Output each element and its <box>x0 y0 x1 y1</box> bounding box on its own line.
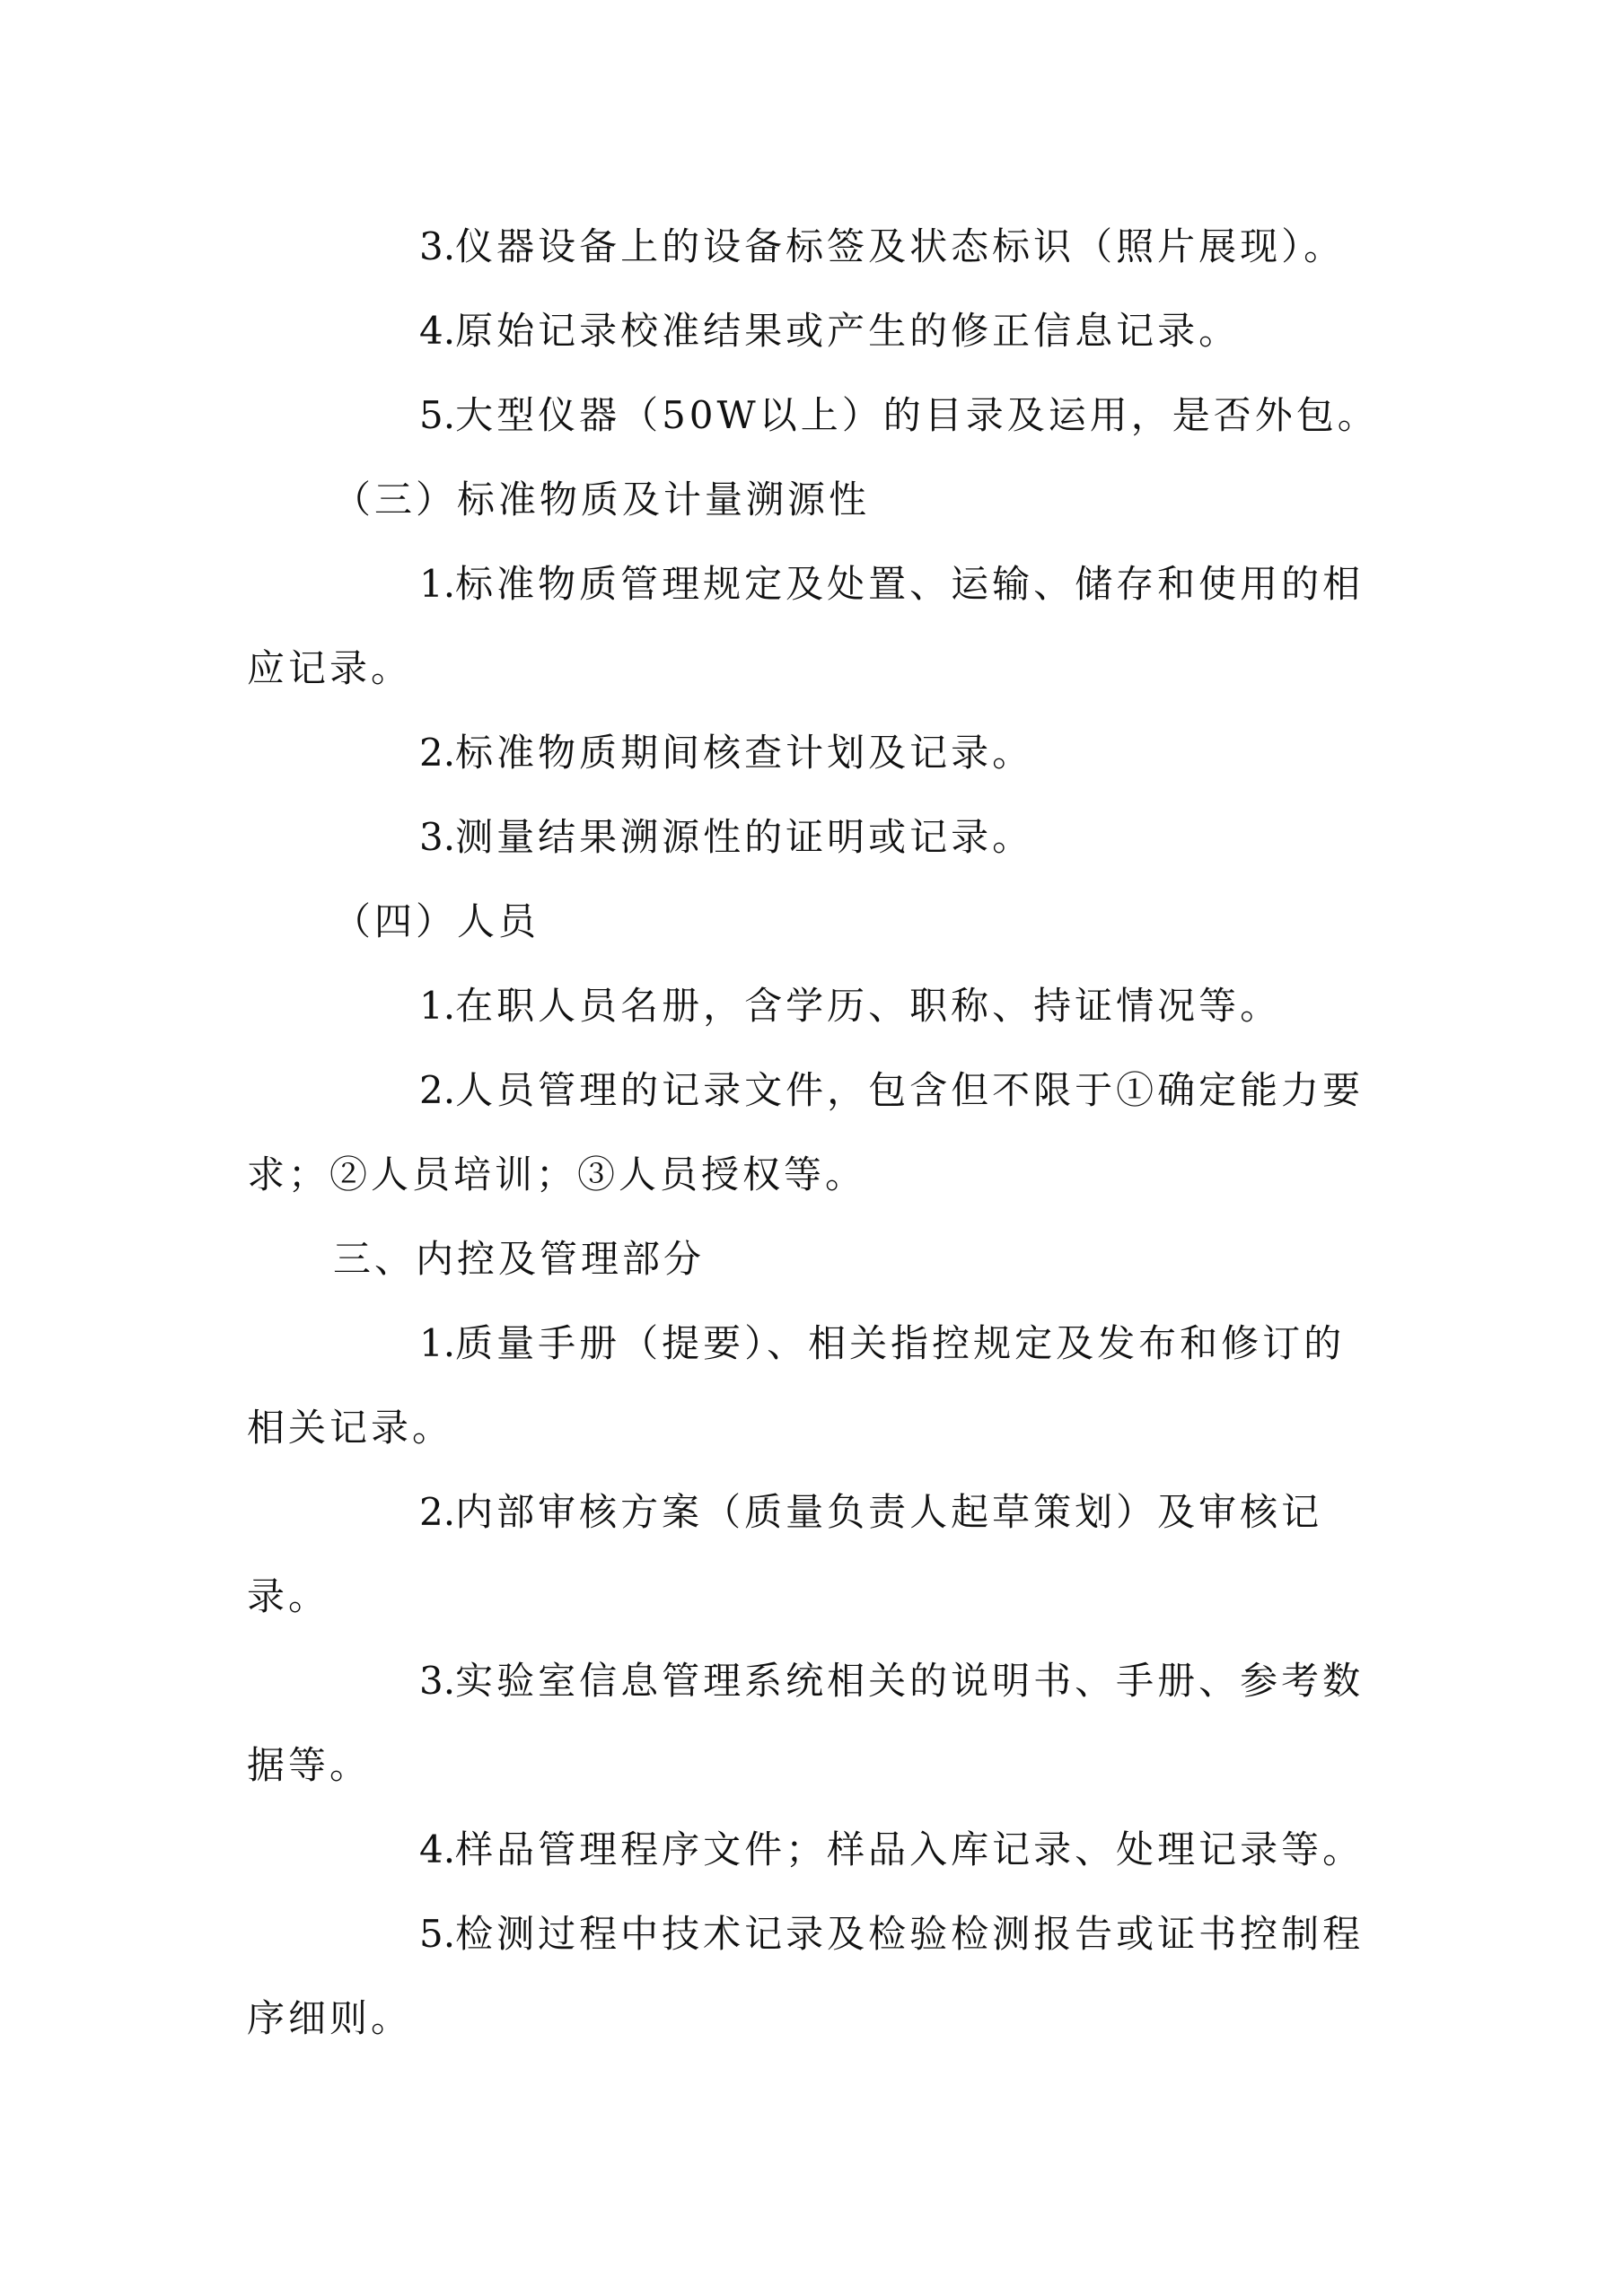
section-heading: （四）人员 <box>333 899 540 943</box>
paragraph-item <box>247 1639 1383 1808</box>
paragraph-item <box>247 711 1383 795</box>
item-text: 原始记录校准结果或产生的修正信息记录。 <box>455 309 1241 353</box>
item-number: 1. <box>419 562 456 606</box>
paragraph-item <box>247 1048 1383 1217</box>
item-text: 仪器设备上的设备标签及状态标识（照片展现）。 <box>455 224 1346 268</box>
item-number: 2. <box>419 1068 456 1112</box>
section-heading: 三、内控及管理部分 <box>333 1237 706 1281</box>
item-text: 检测过程中技术记录及检验检测报告或证书控制程序细则。 <box>247 1912 1365 2040</box>
item-number: 2. <box>419 1490 456 1534</box>
item-number: 5. <box>419 393 456 437</box>
paragraph-item <box>247 1301 1383 1470</box>
paragraph-item <box>247 289 1383 373</box>
item-text: 标准物质期间核查计划及记录。 <box>455 731 1034 775</box>
item-text: 标准物质管理规定及处置、运输、储存和使用的相应记录。 <box>247 562 1365 690</box>
item-number: 4. <box>419 309 456 353</box>
item-number: 1. <box>419 1321 456 1365</box>
item-number: 1. <box>419 984 456 1028</box>
item-text: 测量结果溯源性的证明或记录。 <box>455 815 1034 859</box>
item-number: 4. <box>419 1827 456 1871</box>
section-heading: （三）标准物质及计量溯源性 <box>333 478 871 521</box>
item-text: 内部审核方案（质量负责人起草策划）及审核记录。 <box>247 1490 1323 1618</box>
paragraph-item <box>247 1892 1383 2061</box>
item-number: 3. <box>419 1659 456 1703</box>
paragraph-item <box>247 542 1383 711</box>
paragraph-item <box>247 373 1383 458</box>
item-text: 人员管理的记录文件，包含但不限于①确定能力要求；②人员培训；③人员授权等。 <box>247 1068 1365 1196</box>
item-number: 3. <box>419 815 456 859</box>
paragraph-item <box>247 205 1383 289</box>
item-text: 在职人员名册，含学历、职称、持证情况等。 <box>455 984 1282 1028</box>
item-text: 实验室信息管理系统相关的说明书、手册、参考数据等。 <box>247 1659 1365 1787</box>
item-number: 2. <box>419 731 456 775</box>
item-number: 3. <box>419 224 456 268</box>
paragraph-item <box>247 1470 1383 1639</box>
item-text: 大型仪器（50W以上）的目录及运用，是否外包。 <box>455 393 1379 437</box>
paragraph-item <box>247 1808 1383 1892</box>
paragraph-item <box>247 964 1383 1048</box>
item-text: 质量手册（提要）、相关指控规定及发布和修订的相关记录。 <box>247 1321 1346 1450</box>
item-text: 样品管理程序文件；样品入库记录、处理记录等。 <box>455 1827 1365 1871</box>
paragraph-item <box>247 795 1383 880</box>
document-body <box>247 205 1383 2061</box>
item-number: 5. <box>419 1912 456 1956</box>
